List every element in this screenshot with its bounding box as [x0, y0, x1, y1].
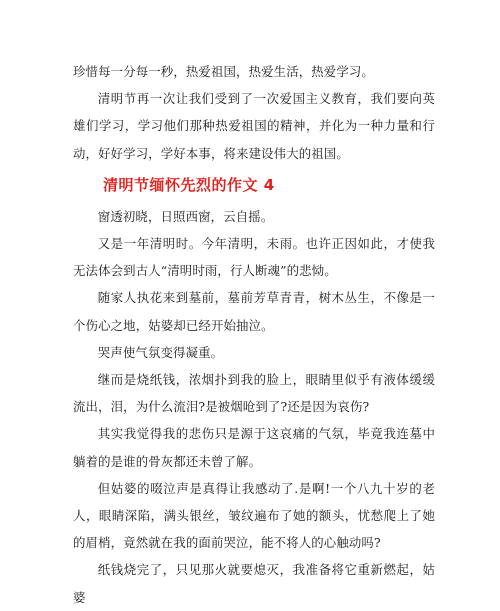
paragraph-7: 继而是烧纸钱，浓烟扑到我的脸上，眼睛里似乎有液体缓缓流出，泪，为什么流泪?是被烟呛到了?还是因为哀伤?	[73, 372, 435, 415]
article-body	[73, 58, 435, 611]
section-heading: 清明节缅怀先烈的作文 4	[103, 175, 275, 194]
paragraph-3: 窗透初晓，日照西窗，云自摇。	[97, 208, 274, 224]
paragraph-9: 但姑婆的啜泣声是真得让我感动了.是啊!一个八九十岁的老人，眼睛深陷，满头银丝，皱纹遍布了她的额头，忧愁爬上了她的眉梢，竟然就在我的面前哭泣，能不将人的心触动吗?	[73, 480, 435, 551]
paragraph-6: 哭声使气氛变得凝重。	[97, 344, 224, 360]
paragraph-4: 又是一年清明时。今年清明，未雨。也许正因如此，才使我无法体会到古人“清明时雨，行人断魂”的悲恸。	[73, 236, 435, 279]
paragraph-1: 珍惜每一分每一秒，热爱祖国，热爱生活，热爱学习。	[73, 64, 374, 79]
paragraph-10: 纸钱烧完了，只见那火就要熄灭，我准备将它重新燃起，姑婆	[73, 562, 435, 605]
paragraph-8: 其实我觉得我的悲伤只是源于这哀痛的气氛，毕竟我连墓中躺着的是谁的骨灰都还未曾了解。	[73, 426, 435, 469]
paragraph-2: 清明节再一次让我们受到了一次爱国主义教育，我们要向英雄们学习，学习他们那种热爱祖国的精神，并化为一种力量和行动，好好学习，学好本事，将来建设伟大的祖国。	[73, 91, 435, 161]
paragraph-5: 随家人执花来到墓前，墓前芳草青青，树木丛生，不像是一个伤心之地，姑婆却已经开始抽泣。	[73, 290, 435, 333]
